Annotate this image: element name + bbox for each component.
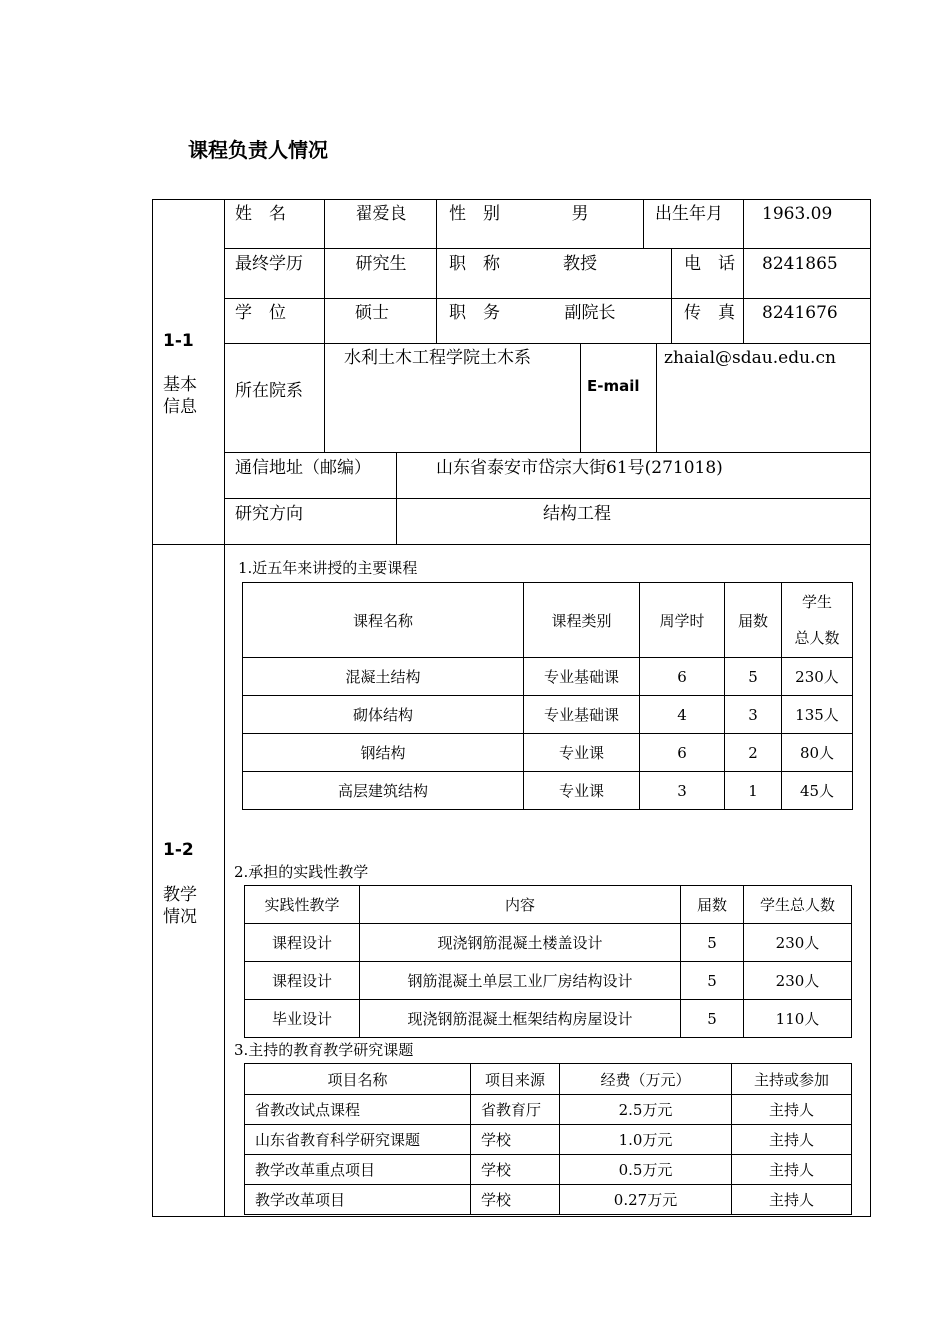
education-value: 研究生 (355, 254, 407, 274)
label-column-divider (224, 199, 225, 1217)
table-cell: 230人 (744, 962, 852, 1000)
courses-header-name: 课程名称 (243, 583, 524, 658)
research-header-row (245, 1064, 852, 1095)
practice-header-students: 学生总人数 (744, 886, 852, 924)
section2-label-line2: 情况 (163, 907, 197, 927)
section1-number: 1-1 (163, 331, 194, 351)
table-cell: 教学改革项目 (245, 1185, 471, 1215)
practice-header-sessions: 届数 (681, 886, 744, 924)
table-cell: 毕业设计 (245, 1000, 360, 1038)
table-cell: 省教改试点课程 (245, 1095, 471, 1125)
practice-header-type: 实践性教学 (245, 886, 360, 924)
table-cell: 省教育厅 (471, 1095, 560, 1125)
frame-right-border (870, 199, 871, 1217)
research-header-funding: 经费（万元） (560, 1064, 732, 1095)
phone-label: 电 话 (684, 254, 735, 274)
research-direction-label: 研究方向 (235, 504, 303, 524)
grid-line (396, 452, 397, 544)
gender-label: 性 别 (449, 204, 500, 224)
research-header-role: 主持或参加 (732, 1064, 852, 1095)
table-cell: 专业课 (524, 734, 640, 772)
section2-label-line1: 教学 (163, 885, 197, 905)
grid-line (656, 343, 657, 452)
table-cell: 110人 (744, 1000, 852, 1038)
email-value: zhaial@sdau.edu.cn (664, 348, 836, 368)
table-cell: 5 (681, 924, 744, 962)
table-cell: 学校 (471, 1125, 560, 1155)
table-row (245, 962, 852, 1000)
degree-label: 学 位 (235, 303, 286, 323)
title-label: 职 称 (449, 254, 500, 274)
table-cell: 专业课 (524, 772, 640, 810)
table-cell: 现浇钢筋混凝土楼盖设计 (360, 924, 681, 962)
birth-value: 1963.09 (762, 204, 833, 224)
courses-header-type: 课程类别 (524, 583, 640, 658)
research-heading: 3.主持的教育教学研究课题 (234, 1041, 414, 1059)
courses-table (242, 582, 853, 810)
practice-header-row (245, 886, 852, 924)
courses-heading: 1.近五年来讲授的主要课程 (238, 559, 418, 577)
grid-line (224, 298, 870, 299)
practice-header-content: 内容 (360, 886, 681, 924)
table-cell: 45人 (782, 772, 853, 810)
frame-top-border (152, 199, 871, 200)
table-cell: 专业基础课 (524, 696, 640, 734)
header-line: 学生 (801, 593, 832, 611)
name-value: 翟爱良 (355, 204, 407, 224)
email-label: E-mail (587, 377, 640, 395)
table-cell: 0.5万元 (560, 1155, 732, 1185)
table-cell: 课程设计 (245, 924, 360, 962)
table-cell: 主持人 (732, 1185, 852, 1215)
table-cell: 主持人 (732, 1095, 852, 1125)
birth-label: 出生年月 (655, 204, 723, 224)
page-title: 课程负责人情况 (188, 138, 328, 162)
fax-value: 8241676 (762, 303, 838, 323)
name-label: 姓 名 (235, 204, 286, 224)
research-direction-value: 结构工程 (543, 504, 611, 524)
table-cell: 0.27万元 (560, 1185, 732, 1215)
table-row (245, 924, 852, 962)
table-cell: 5 (681, 1000, 744, 1038)
table-row (245, 1155, 852, 1185)
table-cell: 教学改革重点项目 (245, 1155, 471, 1185)
practice-heading: 2.承担的实践性教学 (234, 863, 369, 881)
grid-line (224, 452, 870, 453)
phone-value: 8241865 (762, 254, 838, 274)
courses-header-hours: 周学时 (640, 583, 725, 658)
table-cell: 山东省教育科学研究课题 (245, 1125, 471, 1155)
grid-line (643, 199, 644, 248)
courses-header-students (782, 583, 853, 658)
dept-label: 所在院系 (235, 381, 303, 401)
table-row (243, 658, 853, 696)
table-cell: 砌体结构 (243, 696, 524, 734)
table-cell: 钢结构 (243, 734, 524, 772)
grid-line (671, 248, 672, 343)
gender-value: 男 (571, 204, 589, 224)
table-cell: 现浇钢筋混凝土框架结构房屋设计 (360, 1000, 681, 1038)
address-value: 山东省泰安市岱宗大街61号(271018) (436, 458, 723, 478)
research-header-name: 项目名称 (245, 1064, 471, 1095)
table-cell: 专业基础课 (524, 658, 640, 696)
table-cell: 6 (640, 658, 725, 696)
section2-number: 1-2 (163, 840, 194, 860)
research-table (244, 1063, 852, 1215)
grid-line (224, 248, 870, 249)
table-cell: 混凝土结构 (243, 658, 524, 696)
position-label: 职 务 (449, 303, 500, 323)
table-row (243, 696, 853, 734)
frame-left-border (152, 199, 153, 1217)
table-cell: 80人 (782, 734, 853, 772)
section1-label-line2: 信息 (163, 397, 197, 417)
table-cell: 230人 (744, 924, 852, 962)
table-cell: 钢筋混凝土单层工业厂房结构设计 (360, 962, 681, 1000)
table-row (243, 734, 853, 772)
table-row (245, 1000, 852, 1038)
dept-value: 水利土木工程学院土木系 (344, 348, 531, 368)
grid-line (324, 199, 325, 452)
table-cell: 2.5万元 (560, 1095, 732, 1125)
table-cell: 1 (725, 772, 782, 810)
table-row (243, 772, 853, 810)
position-value: 副院长 (564, 303, 616, 323)
section-divider (152, 544, 871, 545)
table-cell: 学校 (471, 1155, 560, 1185)
table-cell: 学校 (471, 1185, 560, 1215)
table-cell: 1.0万元 (560, 1125, 732, 1155)
table-cell: 3 (640, 772, 725, 810)
table-cell: 5 (681, 962, 744, 1000)
table-cell: 高层建筑结构 (243, 772, 524, 810)
table-row (245, 1095, 852, 1125)
table-cell: 主持人 (732, 1125, 852, 1155)
table-row (245, 1185, 852, 1215)
table-cell: 230人 (782, 658, 853, 696)
frame-bottom-border (152, 1216, 871, 1217)
courses-header-row (243, 583, 853, 658)
header-line: 总人数 (794, 629, 840, 647)
section1-label-line1: 基本 (163, 375, 197, 395)
table-cell: 课程设计 (245, 962, 360, 1000)
grid-line (224, 343, 870, 344)
research-header-source: 项目来源 (471, 1064, 560, 1095)
fax-label: 传 真 (684, 303, 735, 323)
table-cell: 主持人 (732, 1155, 852, 1185)
table-cell: 4 (640, 696, 725, 734)
table-row (245, 1125, 852, 1155)
degree-value: 硕士 (355, 303, 389, 323)
practice-table (244, 885, 852, 1038)
table-cell: 6 (640, 734, 725, 772)
table-cell: 2 (725, 734, 782, 772)
table-cell: 3 (725, 696, 782, 734)
address-label: 通信地址（邮编） (235, 458, 371, 478)
grid-line (580, 343, 581, 452)
grid-line (743, 199, 744, 343)
grid-line (436, 199, 437, 343)
grid-line (224, 498, 870, 499)
courses-header-sessions: 届数 (725, 583, 782, 658)
table-cell: 135人 (782, 696, 853, 734)
title-value: 教授 (563, 254, 597, 274)
education-label: 最终学历 (235, 254, 303, 274)
table-cell: 5 (725, 658, 782, 696)
